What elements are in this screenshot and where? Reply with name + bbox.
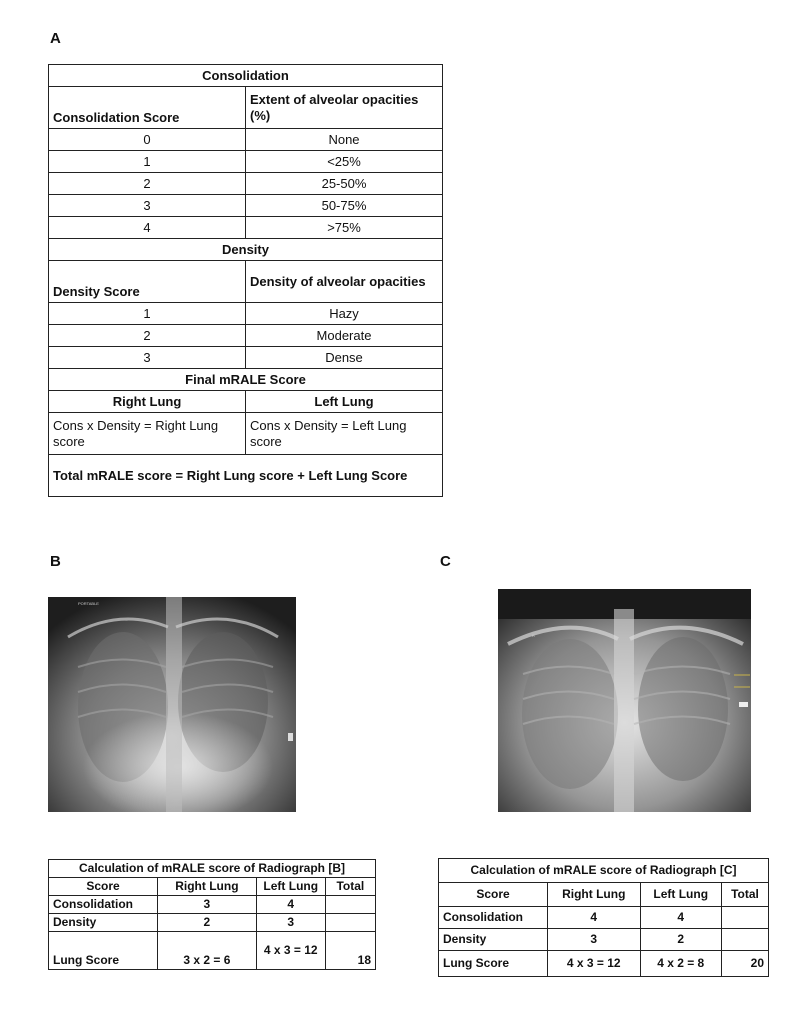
total-value: 20: [721, 951, 768, 977]
density-header: Density of alveolar opacities: [246, 261, 443, 303]
total-header: Total: [325, 878, 375, 896]
value-cell: >75%: [246, 217, 443, 239]
value-cell: 25-50%: [246, 173, 443, 195]
right-value: 3: [548, 929, 641, 951]
left-value: 4: [256, 896, 325, 914]
density-row: [49, 347, 443, 369]
score-cell: 0: [49, 129, 246, 151]
value-cell: 50-75%: [246, 195, 443, 217]
right-value: 4: [548, 907, 641, 929]
table-row: [49, 896, 376, 914]
density-score-header: Density Score: [49, 261, 246, 303]
value-cell: Moderate: [246, 325, 443, 347]
r-marker: R: [532, 633, 535, 638]
right-value: 4 x 3 = 12: [548, 951, 641, 977]
right-lung-header: Right Lung: [158, 878, 257, 896]
portable-marker: PORTABLE: [78, 601, 99, 606]
row-label: Lung Score: [439, 951, 548, 977]
radiograph-c: [498, 589, 751, 812]
right-lung-formula: Cons x Density = Right Lung score: [49, 413, 246, 455]
table-row: [439, 929, 769, 951]
consolidation-row: [49, 195, 443, 217]
total-value: [325, 914, 375, 932]
right-value: 2: [158, 914, 257, 932]
score-cell: 3: [49, 347, 246, 369]
score-cell: 1: [49, 303, 246, 325]
consolidation-row: [49, 151, 443, 173]
right-value: 3 x 2 = 6: [158, 932, 257, 970]
final-score-title: Final mRALE Score: [49, 369, 443, 391]
left-lung-formula: Cons x Density = Left Lung score: [246, 413, 443, 455]
total-value: [325, 896, 375, 914]
consolidation-title: Consolidation: [49, 65, 443, 87]
left-value: 4 x 2 = 8: [640, 951, 721, 977]
left-value: 3: [256, 914, 325, 932]
consolidation-row: [49, 129, 443, 151]
calculation-table-b: [48, 859, 376, 970]
mrale-scoring-table: [48, 64, 443, 497]
table-b-title: Calculation of mRALE score of Radiograph [B]: [49, 860, 376, 878]
value-cell: <25%: [246, 151, 443, 173]
total-formula: Total mRALE score = Right Lung score + Left Lung Score: [49, 455, 443, 497]
consolidation-row: [49, 217, 443, 239]
panel-label-c: C: [440, 553, 451, 570]
left-lung-header: Left Lung: [640, 883, 721, 907]
left-lung-header: Left Lung: [246, 391, 443, 413]
value-cell: Dense: [246, 347, 443, 369]
row-label: Lung Score: [49, 932, 158, 970]
density-title: Density: [49, 239, 443, 261]
radiograph-b: [48, 597, 296, 812]
table-row: [439, 907, 769, 929]
row-label: Consolidation: [49, 896, 158, 914]
consolidation-score-header: Consolidation Score: [49, 87, 246, 129]
left-value: 4 x 3 = 12: [256, 932, 325, 970]
value-cell: None: [246, 129, 443, 151]
score-header: Score: [49, 878, 158, 896]
radiograph-c-image: [498, 589, 751, 812]
score-cell: 4: [49, 217, 246, 239]
total-value: [721, 907, 768, 929]
table-c-title: Calculation of mRALE score of Radiograph [C]: [439, 859, 769, 883]
score-header: Score: [439, 883, 548, 907]
total-value: 18: [325, 932, 375, 970]
panel-label-a: A: [50, 30, 61, 47]
row-label: Density: [49, 914, 158, 932]
right-value: 3: [158, 896, 257, 914]
left-lung-header: Left Lung: [256, 878, 325, 896]
right-lung-header: Right Lung: [49, 391, 246, 413]
value-cell: Hazy: [246, 303, 443, 325]
density-row: [49, 325, 443, 347]
score-cell: 1: [49, 151, 246, 173]
right-lung-header: Right Lung: [548, 883, 641, 907]
total-value: [721, 929, 768, 951]
score-cell: 2: [49, 325, 246, 347]
consolidation-row: [49, 173, 443, 195]
row-label: Density: [439, 929, 548, 951]
table-row: [49, 914, 376, 932]
table-row: [439, 951, 769, 977]
total-header: Total: [721, 883, 768, 907]
panel-label-b: B: [50, 553, 61, 570]
density-row: [49, 303, 443, 325]
row-label: Consolidation: [439, 907, 548, 929]
left-value: 2: [640, 929, 721, 951]
table-row: [49, 932, 376, 970]
extent-header: Extent of alveolar opacities (%): [246, 87, 443, 129]
radiograph-b-image: [48, 597, 296, 812]
calculation-table-c: [438, 858, 769, 977]
left-value: 4: [640, 907, 721, 929]
score-cell: 2: [49, 173, 246, 195]
score-cell: 3: [49, 195, 246, 217]
